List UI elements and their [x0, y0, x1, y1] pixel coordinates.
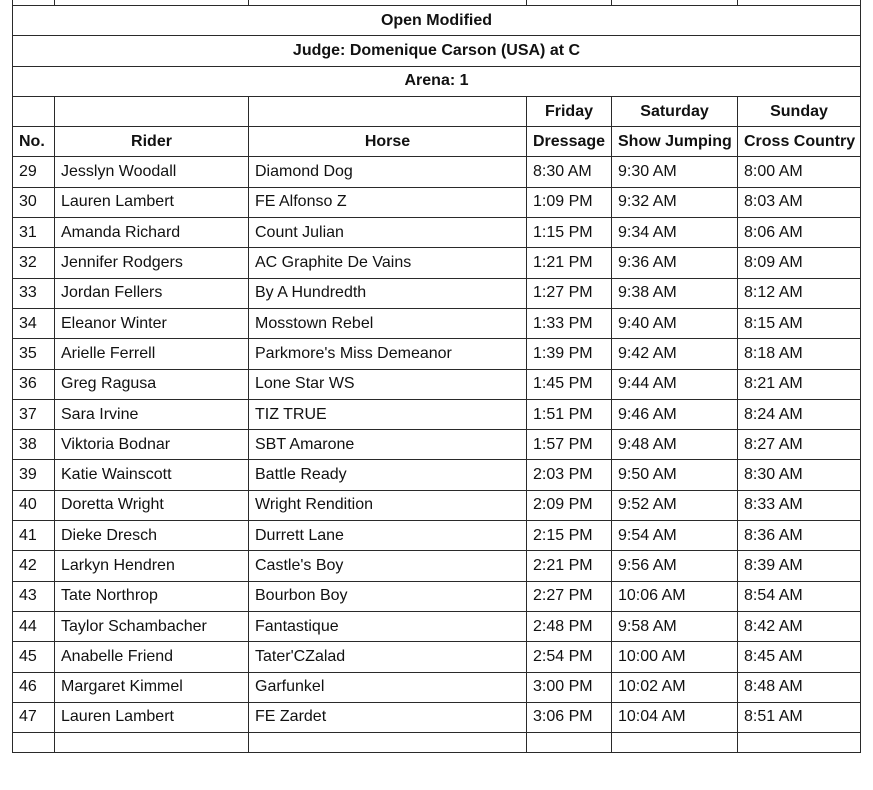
table-row — [13, 369, 861, 399]
show-jumping-time: 9:54 AM — [612, 521, 738, 551]
judge-info: Judge: Domenique Carson (USA) at C — [13, 36, 861, 66]
table-row — [13, 248, 861, 278]
cross-country-time: 8:45 AM — [738, 642, 861, 672]
cross-country-time: 8:30 AM — [738, 460, 861, 490]
show-jumping-time: 9:32 AM — [612, 187, 738, 217]
table-row — [13, 399, 861, 429]
rider-name: Margaret Kimmel — [55, 672, 249, 702]
show-jumping-time: 9:58 AM — [612, 611, 738, 641]
dressage-time: 1:57 PM — [527, 430, 612, 460]
dressage-time: 3:06 PM — [527, 702, 612, 732]
dressage-time: 1:39 PM — [527, 339, 612, 369]
cross-country-time: 8:39 AM — [738, 551, 861, 581]
entry-number: 29 — [13, 157, 55, 187]
entry-number: 34 — [13, 308, 55, 338]
cross-country-time: 8:03 AM — [738, 187, 861, 217]
rider-name: Dieke Dresch — [55, 521, 249, 551]
horse-name: FE Zardet — [249, 702, 527, 732]
cross-country-time: 8:24 AM — [738, 399, 861, 429]
table-row — [13, 460, 861, 490]
horse-name: Diamond Dog — [249, 157, 527, 187]
dressage-time: 1:27 PM — [527, 278, 612, 308]
cross-country-time: 8:06 AM — [738, 218, 861, 248]
table-body — [13, 0, 861, 753]
rider-name: Lauren Lambert — [55, 702, 249, 732]
show-jumping-time: 9:48 AM — [612, 430, 738, 460]
table-row — [13, 308, 861, 338]
rider-name: Lauren Lambert — [55, 187, 249, 217]
day-header-row — [13, 96, 861, 126]
entry-number: 39 — [13, 460, 55, 490]
entry-number: 30 — [13, 187, 55, 217]
table-row — [13, 611, 861, 641]
arena-row — [13, 66, 861, 96]
show-jumping-time: 9:46 AM — [612, 399, 738, 429]
col-header-dressage: Dressage — [527, 127, 612, 157]
dressage-time: 2:15 PM — [527, 521, 612, 551]
horse-name: FE Alfonso Z — [249, 187, 527, 217]
horse-name: Battle Ready — [249, 460, 527, 490]
rider-name: Eleanor Winter — [55, 308, 249, 338]
table-row — [13, 672, 861, 702]
rider-name: Sara Irvine — [55, 399, 249, 429]
dressage-time: 1:33 PM — [527, 308, 612, 338]
show-jumping-time: 10:04 AM — [612, 702, 738, 732]
dressage-time: 1:21 PM — [527, 248, 612, 278]
show-jumping-time: 9:52 AM — [612, 490, 738, 520]
cross-country-time: 8:15 AM — [738, 308, 861, 338]
rider-name: Jordan Fellers — [55, 278, 249, 308]
cross-country-time: 8:42 AM — [738, 611, 861, 641]
table-row — [13, 581, 861, 611]
cross-country-time: 8:54 AM — [738, 581, 861, 611]
col-header-horse: Horse — [249, 127, 527, 157]
column-header-row — [13, 127, 861, 157]
dressage-time: 2:48 PM — [527, 611, 612, 641]
rider-name: Jesslyn Woodall — [55, 157, 249, 187]
table-row — [13, 702, 861, 732]
entry-number: 38 — [13, 430, 55, 460]
rider-name: Greg Ragusa — [55, 369, 249, 399]
clipped-bottom-row — [13, 733, 861, 753]
rider-name: Jennifer Rodgers — [55, 248, 249, 278]
entry-number: 43 — [13, 581, 55, 611]
division-title: Open Modified — [13, 6, 861, 36]
table-row — [13, 157, 861, 187]
entry-number: 40 — [13, 490, 55, 520]
horse-name: Parkmore's Miss Demeanor — [249, 339, 527, 369]
judge-row — [13, 36, 861, 66]
entry-number: 41 — [13, 521, 55, 551]
horse-name: TIZ TRUE — [249, 399, 527, 429]
col-header-rider: Rider — [55, 127, 249, 157]
table-row — [13, 490, 861, 520]
entry-number: 45 — [13, 642, 55, 672]
division-row — [13, 6, 861, 36]
horse-name: Fantastique — [249, 611, 527, 641]
horse-name: Bourbon Boy — [249, 581, 527, 611]
rider-name: Arielle Ferrell — [55, 339, 249, 369]
entry-number: 44 — [13, 611, 55, 641]
ride-times-table — [12, 0, 861, 753]
dressage-time: 1:09 PM — [527, 187, 612, 217]
entry-number: 33 — [13, 278, 55, 308]
cross-country-time: 8:33 AM — [738, 490, 861, 520]
show-jumping-time: 10:02 AM — [612, 672, 738, 702]
table-row — [13, 521, 861, 551]
cross-country-time: 8:36 AM — [738, 521, 861, 551]
col-header-show-jumping: Show Jumping — [612, 127, 738, 157]
cross-country-time: 8:18 AM — [738, 339, 861, 369]
dressage-time: 2:09 PM — [527, 490, 612, 520]
rider-name: Taylor Schambacher — [55, 611, 249, 641]
dressage-time: 1:51 PM — [527, 399, 612, 429]
show-jumping-time: 10:00 AM — [612, 642, 738, 672]
entry-number: 47 — [13, 702, 55, 732]
entry-number: 31 — [13, 218, 55, 248]
day-sunday: Sunday — [738, 96, 861, 126]
col-header-cross-country: Cross Country — [738, 127, 861, 157]
cross-country-time: 8:51 AM — [738, 702, 861, 732]
entry-number: 32 — [13, 248, 55, 278]
show-jumping-time: 9:34 AM — [612, 218, 738, 248]
show-jumping-time: 9:40 AM — [612, 308, 738, 338]
dressage-time: 3:00 PM — [527, 672, 612, 702]
horse-name: Wright Rendition — [249, 490, 527, 520]
show-jumping-time: 9:50 AM — [612, 460, 738, 490]
show-jumping-time: 9:44 AM — [612, 369, 738, 399]
table-row — [13, 430, 861, 460]
rider-name: Anabelle Friend — [55, 642, 249, 672]
day-friday: Friday — [527, 96, 612, 126]
horse-name: Castle's Boy — [249, 551, 527, 581]
entry-number: 35 — [13, 339, 55, 369]
day-saturday: Saturday — [612, 96, 738, 126]
cross-country-time: 8:12 AM — [738, 278, 861, 308]
dressage-time: 1:45 PM — [527, 369, 612, 399]
rider-name: Amanda Richard — [55, 218, 249, 248]
horse-name: AC Graphite De Vains — [249, 248, 527, 278]
entry-number: 42 — [13, 551, 55, 581]
show-jumping-time: 9:36 AM — [612, 248, 738, 278]
table-row — [13, 339, 861, 369]
col-header-no: No. — [13, 127, 55, 157]
table-row — [13, 278, 861, 308]
cross-country-time: 8:48 AM — [738, 672, 861, 702]
show-jumping-time: 9:56 AM — [612, 551, 738, 581]
horse-name: Lone Star WS — [249, 369, 527, 399]
horse-name: SBT Amarone — [249, 430, 527, 460]
horse-name: By A Hundredth — [249, 278, 527, 308]
rider-name: Larkyn Hendren — [55, 551, 249, 581]
rider-name: Katie Wainscott — [55, 460, 249, 490]
dressage-time: 2:03 PM — [527, 460, 612, 490]
rider-name: Tate Northrop — [55, 581, 249, 611]
entry-number: 36 — [13, 369, 55, 399]
show-jumping-time: 9:30 AM — [612, 157, 738, 187]
horse-name: Count Julian — [249, 218, 527, 248]
show-jumping-time: 9:42 AM — [612, 339, 738, 369]
dressage-time: 2:21 PM — [527, 551, 612, 581]
dressage-time: 2:54 PM — [527, 642, 612, 672]
show-jumping-time: 10:06 AM — [612, 581, 738, 611]
dressage-time: 2:27 PM — [527, 581, 612, 611]
table-row — [13, 218, 861, 248]
cross-country-time: 8:09 AM — [738, 248, 861, 278]
entry-number: 37 — [13, 399, 55, 429]
table-row — [13, 187, 861, 217]
arena-info: Arena: 1 — [13, 66, 861, 96]
horse-name: Garfunkel — [249, 672, 527, 702]
dressage-time: 8:30 AM — [527, 157, 612, 187]
rider-name: Doretta Wright — [55, 490, 249, 520]
show-jumping-time: 9:38 AM — [612, 278, 738, 308]
table-row — [13, 551, 861, 581]
horse-name: Durrett Lane — [249, 521, 527, 551]
cross-country-time: 8:21 AM — [738, 369, 861, 399]
entry-number: 46 — [13, 672, 55, 702]
table-row — [13, 642, 861, 672]
horse-name: Tater'CZalad — [249, 642, 527, 672]
cross-country-time: 8:27 AM — [738, 430, 861, 460]
horse-name: Mosstown Rebel — [249, 308, 527, 338]
cross-country-time: 8:00 AM — [738, 157, 861, 187]
dressage-time: 1:15 PM — [527, 218, 612, 248]
rider-name: Viktoria Bodnar — [55, 430, 249, 460]
